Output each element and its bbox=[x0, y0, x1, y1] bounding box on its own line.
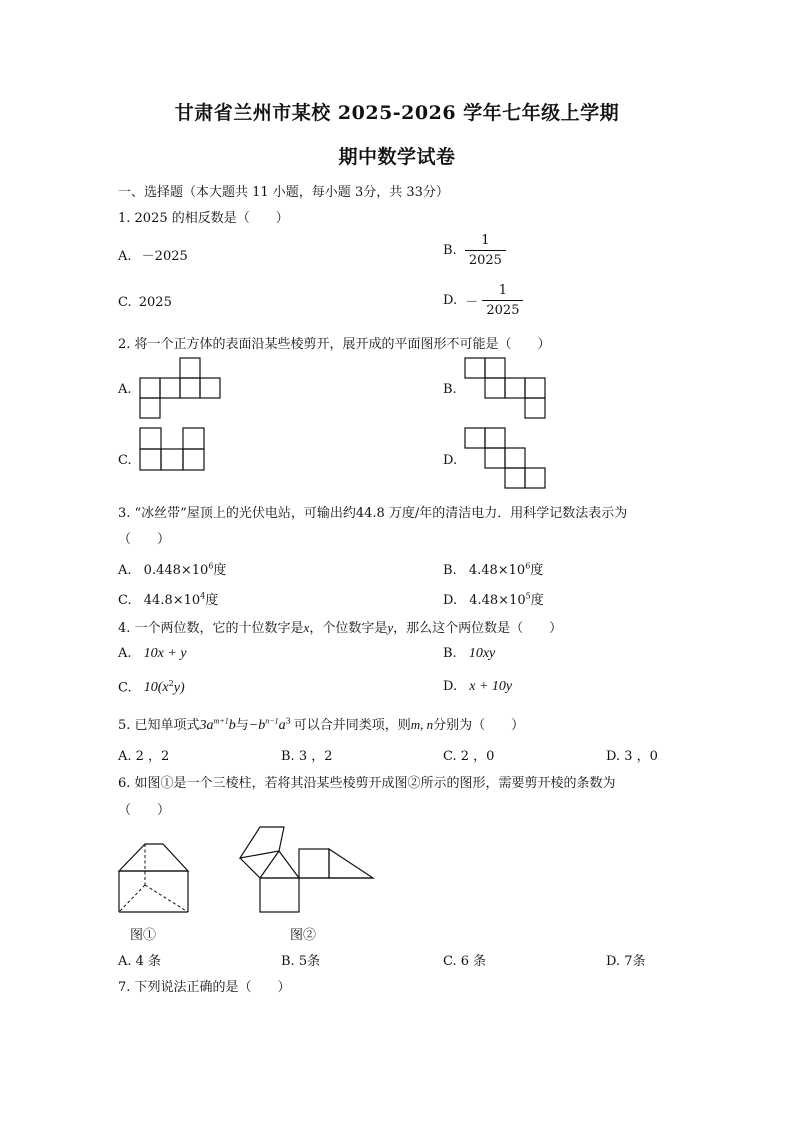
q4-c-text-b: y) bbox=[173, 680, 185, 696]
q1-b-label: B. bbox=[443, 243, 457, 258]
q1-option-d bbox=[443, 283, 523, 318]
q6-option-a: A. 4 条 bbox=[118, 954, 162, 969]
q4-c-exp: 2 bbox=[168, 679, 174, 688]
q1-option-b bbox=[443, 233, 506, 268]
q2-a-label: A. bbox=[118, 382, 132, 397]
q6-figure-2-caption: 图② bbox=[290, 928, 317, 943]
q5-option-d: D. 3 ，0 bbox=[606, 749, 658, 764]
q3-d-label: D. bbox=[443, 593, 458, 608]
q5-stem-d: 分别为（ ） bbox=[433, 718, 525, 733]
q3-d-unit: 度 bbox=[530, 593, 544, 608]
q1-stem: 1. 2025 的相反数是（ ） bbox=[118, 211, 289, 226]
paper-title-line1: 甘肃省兰州市某校 2025-2026 学年七年级上学期 bbox=[174, 102, 620, 124]
q3-b-exp: 6 bbox=[525, 561, 531, 571]
q4-b-text: 10xy bbox=[468, 646, 496, 661]
q2-b-label: B. bbox=[443, 382, 457, 397]
q3-a-coef: 0.448×10 bbox=[143, 563, 209, 578]
q3-d-coef: 4.48×10 bbox=[469, 593, 526, 608]
q3-stem: 3. “冰丝带”屋顶上的光伏电站，可输出约44.8 万度/年的清洁电力．用科学记数法表示为 bbox=[118, 506, 628, 521]
q1-option-a bbox=[118, 245, 188, 264]
q4-stem-c: ，那么这个两位数是（ ） bbox=[393, 621, 563, 636]
q6-option-c: C. 6 条 bbox=[443, 954, 487, 969]
q3-b-coef: 4.48×10 bbox=[468, 563, 526, 578]
q3-d-exp: 5 bbox=[525, 591, 531, 601]
q5-mono1-b: b bbox=[228, 718, 236, 733]
q5-mono2-b: a bbox=[278, 718, 286, 733]
q3-c-unit: 度 bbox=[205, 593, 219, 608]
q4-option-c bbox=[118, 679, 185, 696]
q7-stem: 7. 下列说法正确的是（ ） bbox=[118, 980, 291, 995]
q4-c-text-a: 10(x bbox=[143, 680, 169, 696]
q4-var-y: y bbox=[387, 620, 394, 635]
q3-c-coef: 44.8×10 bbox=[143, 593, 201, 608]
q2-net-c bbox=[140, 428, 206, 470]
q5-stem-a: 5. 已知单项式 bbox=[118, 718, 200, 733]
q5-stem-b: 与 bbox=[235, 718, 249, 733]
q6-figure-1-caption: 图① bbox=[130, 928, 157, 943]
q4-c-label: C. bbox=[118, 680, 132, 696]
q5-stem-c: 可以合并同类项，则 bbox=[293, 718, 411, 733]
q5-option-a: A. 2 ，2 bbox=[118, 749, 170, 764]
q6-option-d: D. 7条 bbox=[606, 954, 646, 969]
q2-net-d bbox=[465, 428, 549, 490]
q5-vars: m, n bbox=[410, 717, 434, 732]
q3-c-label: C. bbox=[118, 593, 132, 608]
q1-a-text: －2025 bbox=[141, 249, 188, 264]
q1-d-fraction bbox=[482, 283, 523, 318]
q1-c-text: 2025 bbox=[138, 295, 172, 310]
q2-net-c-bottom bbox=[161, 470, 183, 471]
q4-option-d bbox=[443, 679, 512, 695]
q5-mono2-exp: n−1 bbox=[265, 716, 279, 726]
q2-d-label: D. bbox=[443, 453, 458, 468]
q1-b-fraction bbox=[465, 233, 506, 268]
paper-title-line2: 期中数学试卷 bbox=[338, 146, 456, 168]
q5-option-c: C. 2 ，0 bbox=[443, 749, 495, 764]
q1-d-denominator: 2025 bbox=[482, 300, 523, 318]
q4-stem-a: 4. 一个两位数，它的十位数字是 bbox=[118, 621, 304, 636]
q6-option-b: B. 5条 bbox=[281, 954, 321, 969]
q3-option-a bbox=[118, 559, 226, 578]
section-heading: 一、选择题（本大题共 11 小题，每小题 3分，共 33分） bbox=[118, 185, 449, 200]
q4-d-label: D. bbox=[443, 679, 458, 694]
q5-mono2-a: −b bbox=[248, 718, 266, 733]
q1-d-numerator: 1 bbox=[498, 283, 508, 298]
q2-c-label: C. bbox=[118, 453, 132, 468]
q4-option-b bbox=[443, 646, 495, 662]
q3-b-unit: 度 bbox=[530, 563, 544, 578]
q5-stem bbox=[118, 714, 524, 734]
q1-d-sign: － bbox=[465, 295, 479, 310]
q3-a-unit: 度 bbox=[213, 563, 227, 578]
q3-paren: （ ） bbox=[118, 532, 171, 547]
q5-option-b: B. 3 ，2 bbox=[281, 749, 333, 764]
q3-b-label: B. bbox=[443, 563, 457, 578]
q5-mono1-exp: m+1 bbox=[213, 716, 229, 726]
q4-stem-b: ，个位数字是 bbox=[309, 621, 388, 636]
q2-stem: 2. 将一个正方体的表面沿某些棱剪开，展开成的平面图形不可能是（ ） bbox=[118, 337, 551, 352]
q3-option-c bbox=[118, 589, 218, 608]
q4-a-text: 10x + y bbox=[143, 646, 187, 661]
q2-net-a bbox=[140, 358, 224, 420]
q2-net-b bbox=[465, 358, 549, 420]
q4-stem bbox=[118, 617, 562, 636]
q3-option-b bbox=[443, 559, 543, 578]
q1-b-numerator: 1 bbox=[481, 233, 490, 248]
q4-var-x: x bbox=[303, 620, 310, 635]
q3-c-exp: 4 bbox=[200, 591, 206, 601]
q6-figure-2-net bbox=[238, 822, 376, 916]
q6-stem: 6. 如图①是一个三棱柱，若将其沿某些棱剪开成图②所示的图形，需要剪开棱的条数为 bbox=[118, 776, 616, 791]
q5-mono2-exp2: 3 bbox=[285, 716, 291, 726]
q1-b-denominator: 2025 bbox=[465, 250, 506, 268]
q5-mono1-a: 3a bbox=[199, 718, 214, 733]
q4-b-label: B. bbox=[443, 646, 457, 661]
q4-d-text: x + 10y bbox=[469, 679, 513, 694]
q4-a-label: A. bbox=[118, 646, 132, 661]
q1-a-label: A. bbox=[118, 249, 132, 264]
q3-option-d bbox=[443, 589, 544, 608]
q6-figure-1-prism bbox=[118, 840, 190, 914]
q1-option-c bbox=[118, 295, 172, 310]
q3-a-label: A. bbox=[118, 563, 132, 578]
q4-option-a bbox=[118, 646, 187, 662]
q6-paren: （ ） bbox=[118, 803, 171, 818]
q1-d-label: D. bbox=[443, 293, 458, 308]
q1-c-label: C. bbox=[118, 295, 132, 310]
q3-a-exp: 6 bbox=[208, 561, 214, 571]
